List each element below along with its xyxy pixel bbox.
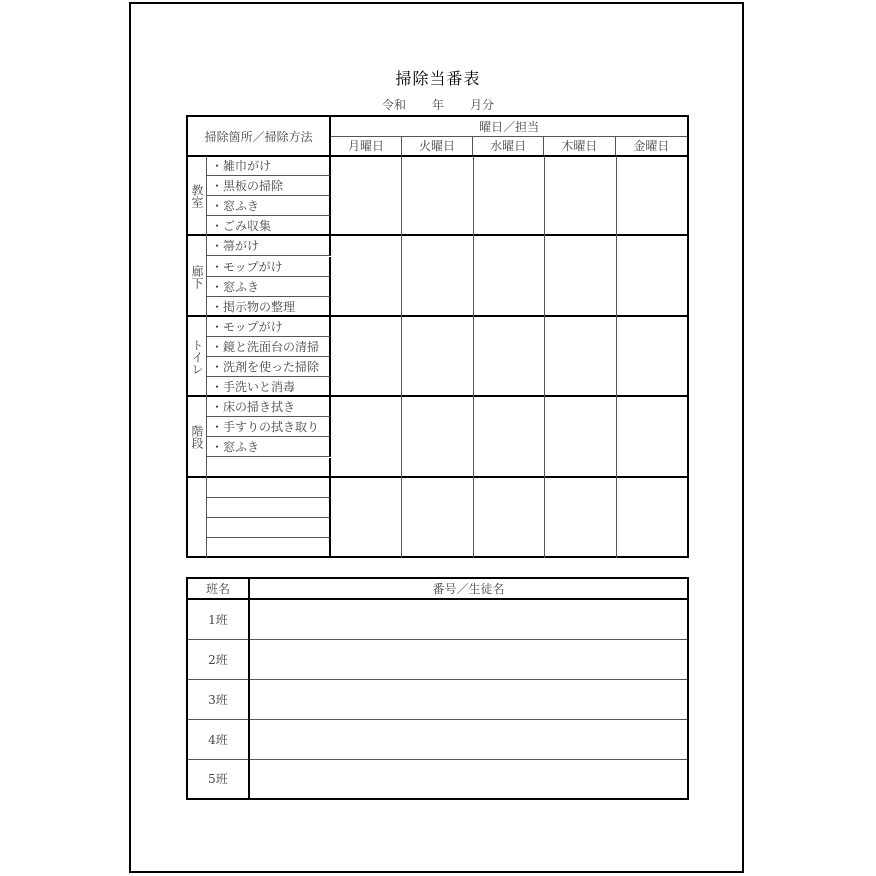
- task-item: [207, 478, 331, 498]
- group-name: 4班: [187, 719, 249, 759]
- duty-cell[interactable]: [545, 317, 617, 397]
- group-name: 5班: [187, 759, 249, 799]
- group-name: 2班: [187, 639, 249, 679]
- task-item: ・窓ふき: [207, 437, 331, 457]
- task-item: ・モップがけ: [207, 317, 331, 337]
- task-item: ・掲示物の整理: [207, 297, 331, 317]
- area-name: トイレ: [188, 317, 207, 397]
- duty-cell[interactable]: [474, 397, 545, 477]
- duty-cell[interactable]: [402, 317, 474, 397]
- duty-cell[interactable]: [474, 156, 545, 236]
- group-members-cell[interactable]: [249, 719, 688, 759]
- day-header: 火曜日: [401, 136, 473, 156]
- duty-cell[interactable]: [331, 317, 402, 397]
- header-members: 番号／生徒名: [249, 578, 688, 599]
- header-group-name: 班名: [187, 578, 249, 599]
- duty-cell[interactable]: [331, 156, 402, 236]
- duty-cell[interactable]: [545, 397, 617, 477]
- task-item: ・手すりの拭き取り: [207, 417, 331, 437]
- duty-cell[interactable]: [402, 478, 474, 558]
- duty-cell[interactable]: [545, 478, 617, 558]
- task-item: ・手洗いと消毒: [207, 377, 331, 397]
- area-name: 廊下: [188, 236, 207, 316]
- duty-cell[interactable]: [331, 478, 402, 558]
- duty-cell[interactable]: [545, 236, 617, 316]
- date-era: 令和: [382, 98, 407, 112]
- task-item: ・モップがけ: [207, 257, 331, 277]
- groups-table: [186, 577, 689, 800]
- duty-cell[interactable]: [331, 236, 402, 316]
- area-name: 教室: [188, 156, 207, 236]
- duty-cell[interactable]: [474, 478, 545, 558]
- task-item: ・ごみ収集: [207, 216, 331, 236]
- duty-cell[interactable]: [402, 397, 474, 477]
- group-members-cell[interactable]: [249, 679, 688, 719]
- group-name: 3班: [187, 679, 249, 719]
- task-item: ・雑巾がけ: [207, 156, 331, 176]
- area-name: 階段: [188, 397, 207, 477]
- day-header: 木曜日: [544, 136, 616, 156]
- day-header: 水曜日: [473, 136, 544, 156]
- duty-cell[interactable]: [474, 317, 545, 397]
- duty-cell[interactable]: [402, 156, 474, 236]
- group-members-cell[interactable]: [249, 639, 688, 679]
- group-members-cell[interactable]: [249, 599, 688, 639]
- duty-cell[interactable]: [402, 236, 474, 316]
- task-item: ・黒板の掃除: [207, 176, 331, 196]
- duty-cell[interactable]: [617, 478, 689, 558]
- task-item: ・窓ふき: [207, 277, 331, 297]
- duty-cell[interactable]: [617, 317, 689, 397]
- duty-cell[interactable]: [474, 236, 545, 316]
- group-members-cell[interactable]: [249, 759, 688, 799]
- schedule-table: [186, 115, 689, 157]
- duty-cell[interactable]: [617, 156, 689, 236]
- task-item: ・洗剤を使った掃除: [207, 357, 331, 377]
- task-item: ・鏡と洗面台の清掃: [207, 337, 331, 357]
- header-days-owner: 曜日／担当: [330, 116, 688, 136]
- page-title: 掃除当番表: [395, 69, 481, 88]
- header-place-method: 掃除箇所／掃除方法: [187, 116, 330, 156]
- date-month-label: 月分: [470, 98, 495, 112]
- duty-cell[interactable]: [331, 397, 402, 477]
- task-item: ・窓ふき: [207, 196, 331, 216]
- task-item: [207, 498, 331, 518]
- group-name: 1班: [187, 599, 249, 639]
- day-header: 月曜日: [330, 136, 401, 156]
- task-item: [207, 538, 331, 558]
- day-header: 金曜日: [615, 136, 688, 156]
- task-item: [207, 518, 331, 538]
- area-name: [188, 478, 207, 558]
- duty-cell[interactable]: [617, 397, 689, 477]
- duty-cell[interactable]: [617, 236, 689, 316]
- task-item: ・箒がけ: [207, 236, 331, 256]
- task-item: [207, 458, 331, 478]
- date-year-label: 年: [432, 98, 445, 112]
- task-item: ・床の掃き拭き: [207, 397, 331, 417]
- duty-cell[interactable]: [545, 156, 617, 236]
